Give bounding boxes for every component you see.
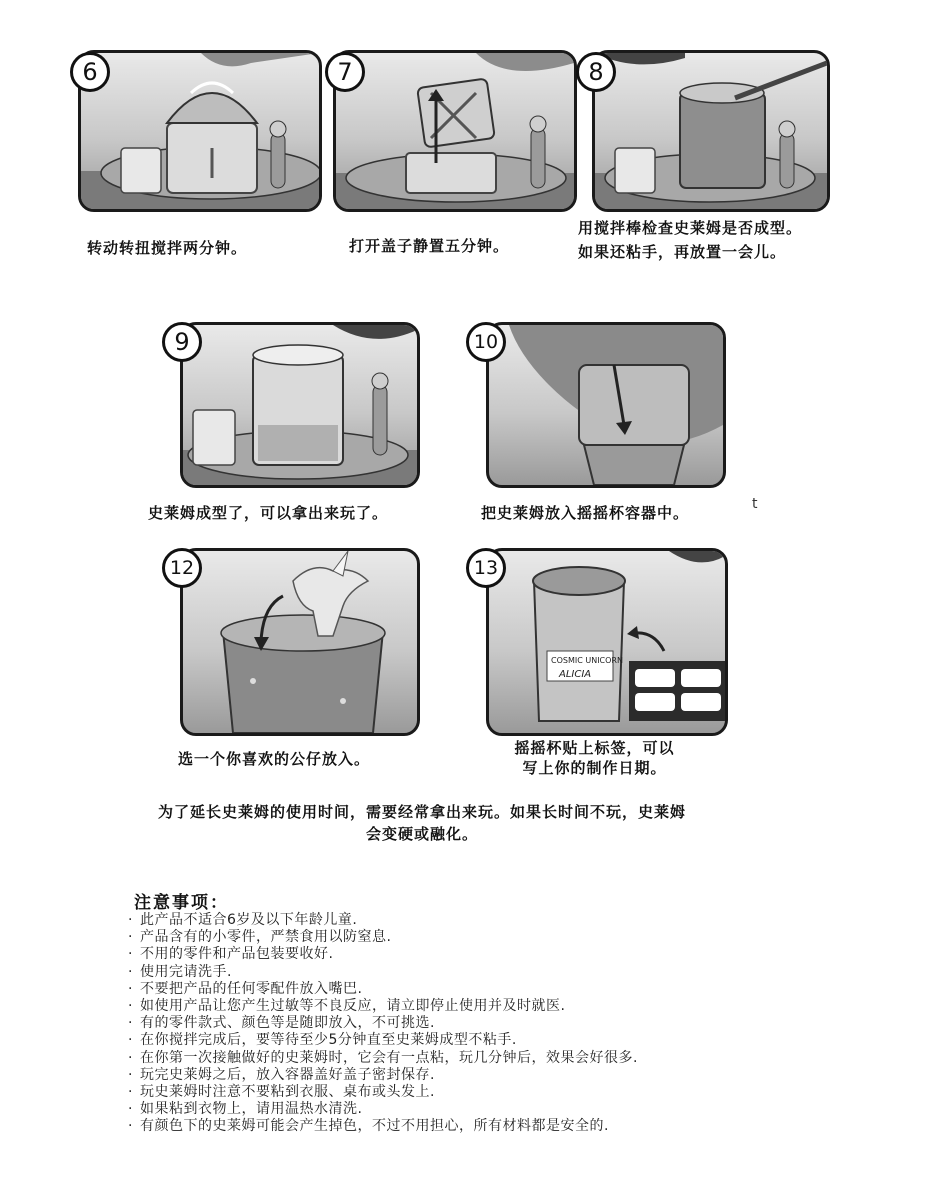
step-9-number: 9 [162,322,202,362]
notice-item: · 玩完史莱姆之后，放入容器盖好盖子密封保存. [128,1067,638,1084]
notice-item: · 不用的零件和产品包装要收好. [128,946,638,963]
step-8-caption-line1: 用搅拌棒检查史莱姆是否成型。 [578,219,803,237]
step-12-caption: 选一个你喜欢的公仔放入。 [178,750,371,768]
step-10-caption: 把史莱姆放入摇摇杯容器中。 [481,504,690,522]
advice-line1: 为了延长史莱姆的使用时间，需要经常拿出来玩。如果长时间不玩，史莱姆 [157,803,686,821]
notice-item: · 有颜色下的史莱姆可能会产生掉色，不过不用担心，所有材料都是安全的. [128,1118,638,1135]
pour-slime-illustration [489,325,723,485]
step-8-illustration [592,50,830,212]
slime-ready-illustration [183,325,417,485]
step-13-illustration [486,548,728,736]
label-brand-text: COSMIC UNICORN [551,656,623,665]
step-6-illustration [78,50,322,212]
notice-item: · 如使用产品让您产生过敏等不良反应，请立即停止使用并及时就医. [128,998,638,1015]
notice-item: · 如果粘到衣物上，请用温热水清洗. [128,1101,638,1118]
step-8-caption-line2: 如果还粘手，再放置一会儿。 [578,243,787,261]
notice-item: · 在你第一次接触做好的史莱姆时，它会有一点粘，玩几分钟后，效果会好很多. [128,1050,638,1067]
step-13-number: 13 [466,548,506,588]
notice-item: · 产品含有的小零件，严禁食用以防窒息. [128,929,638,946]
notice-item: · 不要把产品的任何零配件放入嘴巴. [128,981,638,998]
label-name-text: ALICIA [559,669,592,680]
step-8-number: 8 [576,52,616,92]
check-slime-illustration [595,53,827,209]
mixing-knob-illustration [81,53,319,209]
step-7-number: 7 [325,52,365,92]
step-12-number: 12 [162,548,202,588]
notice-item: · 有的零件款式、颜色等是随即放入，不可挑选. [128,1015,638,1032]
step-10-number: 10 [466,322,506,362]
step-13-caption-line2: 写上你的制作日期。 [522,759,667,777]
step-7-illustration [333,50,577,212]
step-7-caption: 打开盖子静置五分钟。 [349,237,510,255]
notice-item: · 玩史莱姆时注意不要粘到衣服、桌布或头发上. [128,1084,638,1101]
notice-item: · 此产品不适合6岁及以下年龄儿童. [128,912,638,929]
label-cup-illustration [489,551,725,733]
step-13-caption-line1: 摇摇杯贴上标签，可以 [514,739,675,757]
notice-item: · 在你搅拌完成后，要等待至少5分钟直至史莱姆成型不粘手. [128,1032,638,1049]
stray-mark: t [752,496,758,512]
step-6-number: 6 [70,52,110,92]
add-figurine-illustration [183,551,417,733]
notice-title: 注意事项： [134,893,229,913]
notice-list [128,912,638,1136]
open-lid-illustration [336,53,574,209]
step-10-illustration [486,322,726,488]
step-9-illustration [180,322,420,488]
notice-item: · 使用完请洗手. [128,964,638,981]
step-12-illustration [180,548,420,736]
step-9-caption: 史莱姆成型了，可以拿出来玩了。 [148,504,389,522]
advice-line2: 会变硬或融化。 [365,825,478,843]
step-6-caption: 转动转扭搅拌两分钟。 [87,239,248,257]
